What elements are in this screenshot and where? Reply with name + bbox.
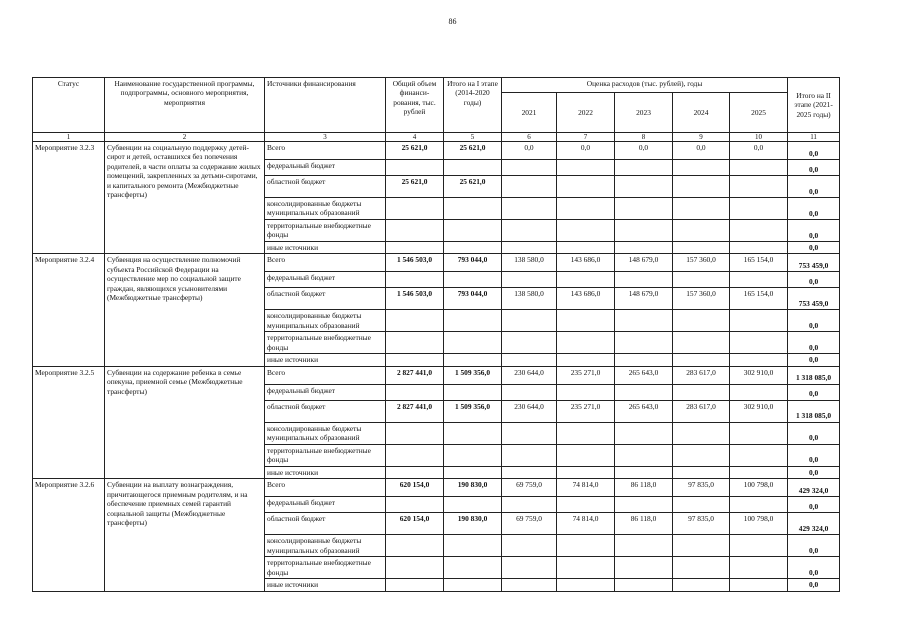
year-value-cell <box>673 242 730 254</box>
column-number-cell: 6 <box>502 133 557 142</box>
year-value-cell: 100 798,0 <box>730 479 788 497</box>
measure-name: Субвенция на осуществление полномочий субъекта Российской Федерации на осуществление мер по социальной защите граждан, являющихся усыновителями (Межбюджетные трансферты) <box>105 254 265 366</box>
year-value-cell <box>615 220 673 242</box>
year-value-cell: 235 271,0 <box>557 366 615 384</box>
year-value-cell <box>615 557 673 579</box>
year-value-cell: 230 644,0 <box>502 366 557 384</box>
stage1-cell: 25 621,0 <box>444 176 502 198</box>
year-value-cell <box>615 242 673 254</box>
stage2-total-cell: 1 318 085,0 <box>788 400 840 422</box>
column-number-cell: 5 <box>444 133 502 142</box>
year-value-cell <box>502 422 557 444</box>
stage2-total-cell: 0,0 <box>788 242 840 254</box>
year-value-cell <box>615 176 673 198</box>
total-cell <box>386 242 444 254</box>
year-value-cell: 235 271,0 <box>557 400 615 422</box>
year-value-cell <box>502 198 557 220</box>
column-number-cell: 10 <box>730 133 788 142</box>
year-value-cell <box>557 422 615 444</box>
stage1-cell <box>444 272 502 288</box>
year-value-cell <box>615 272 673 288</box>
header-year: 2021 <box>502 93 557 133</box>
total-cell: 25 621,0 <box>386 142 444 160</box>
stage2-total-cell: 0,0 <box>788 466 840 478</box>
stage1-cell: 793 044,0 <box>444 254 502 272</box>
year-value-cell: 165 154,0 <box>730 288 788 310</box>
year-value-cell <box>730 220 788 242</box>
year-value-cell <box>615 444 673 466</box>
header-name: Наименование государственной программы, подпрограммы, основного мероприятия, мероприятия <box>105 78 265 133</box>
year-value-cell: 100 798,0 <box>730 513 788 535</box>
year-value-cell <box>502 557 557 579</box>
year-value-cell <box>730 176 788 198</box>
year-value-cell <box>730 242 788 254</box>
year-value-cell: 283 617,0 <box>673 366 730 384</box>
funding-source: консолидированные бюджеты муниципальных образований <box>265 198 386 220</box>
year-value-cell: 143 686,0 <box>557 254 615 272</box>
measure-name: Субвенции на социальную поддержку детей-сирот и детей, оставшихся без попечения родителей, в части оплаты за содержание жилых помещений, закрепленных за детьми-сиротами, и капитального ремонта (Межбюджетные трансферты) <box>105 142 265 254</box>
total-cell <box>386 579 444 591</box>
total-cell <box>386 332 444 354</box>
funding-source: Всего <box>265 254 386 272</box>
funding-source: областной бюджет <box>265 288 386 310</box>
year-value-cell <box>673 272 730 288</box>
funding-source: территориальные внебюджетные фонды <box>265 332 386 354</box>
year-value-cell <box>673 497 730 513</box>
header-source: Источники финансирования <box>265 78 386 133</box>
funding-source: областной бюджет <box>265 400 386 422</box>
funding-source: федеральный бюджет <box>265 497 386 513</box>
year-value-cell: 157 360,0 <box>673 254 730 272</box>
total-cell <box>386 198 444 220</box>
year-value-cell <box>673 535 730 557</box>
stage2-total-cell: 0,0 <box>788 220 840 242</box>
measure-status: Мероприятие 3.2.5 <box>33 366 105 478</box>
stage2-total-cell: 0,0 <box>788 160 840 176</box>
total-cell <box>386 444 444 466</box>
funding-source: территориальные внебюджетные фонды <box>265 444 386 466</box>
year-value-cell: 148 679,0 <box>615 288 673 310</box>
stage1-cell <box>444 332 502 354</box>
year-value-cell <box>673 444 730 466</box>
year-value-cell <box>557 466 615 478</box>
stage1-cell <box>444 444 502 466</box>
header-year: 2023 <box>615 93 673 133</box>
stage1-cell: 25 621,0 <box>444 142 502 160</box>
year-value-cell: 69 759,0 <box>502 479 557 497</box>
year-value-cell: 0,0 <box>730 142 788 160</box>
year-value-cell: 302 910,0 <box>730 366 788 384</box>
year-value-cell <box>615 332 673 354</box>
year-value-cell <box>673 466 730 478</box>
total-cell: 620 154,0 <box>386 479 444 497</box>
total-cell <box>386 220 444 242</box>
year-value-cell <box>557 332 615 354</box>
year-value-cell <box>673 422 730 444</box>
year-value-cell <box>730 198 788 220</box>
year-value-cell <box>615 198 673 220</box>
funding-source: консолидированные бюджеты муниципальных образований <box>265 310 386 332</box>
stage2-total-cell: 753 459,0 <box>788 254 840 272</box>
year-value-cell <box>557 444 615 466</box>
year-value-cell <box>673 354 730 366</box>
year-value-cell <box>502 272 557 288</box>
year-value-cell <box>673 332 730 354</box>
measure-name: Субвенции на выплату вознаграждения, причитающегося приемным родителям, и на обеспечение приемных семей гарантий социальной защиты (Межбюджетные трансферты) <box>105 479 265 591</box>
year-value-cell <box>730 332 788 354</box>
column-number-cell: 2 <box>105 133 265 142</box>
year-value-cell: 74 814,0 <box>557 479 615 497</box>
measure-status: Мероприятие 3.2.3 <box>33 142 105 254</box>
year-value-cell <box>615 354 673 366</box>
year-value-cell <box>502 354 557 366</box>
stage2-total-cell: 0,0 <box>788 198 840 220</box>
year-value-cell: 0,0 <box>615 142 673 160</box>
header-stage1: Итого на I этапе (2014-2020 годы) <box>444 78 502 133</box>
total-cell <box>386 422 444 444</box>
stage2-total-cell: 0,0 <box>788 557 840 579</box>
stage2-total-cell: 0,0 <box>788 444 840 466</box>
year-value-cell <box>502 310 557 332</box>
funding-source: федеральный бюджет <box>265 160 386 176</box>
year-value-cell <box>557 497 615 513</box>
table-row <box>33 142 840 160</box>
year-value-cell <box>557 579 615 591</box>
year-value-cell <box>502 466 557 478</box>
header-year: 2022 <box>557 93 615 133</box>
funding-source: иные источники <box>265 242 386 254</box>
year-value-cell: 148 679,0 <box>615 254 673 272</box>
table-row <box>33 479 840 497</box>
stage1-cell <box>444 422 502 444</box>
total-cell <box>386 557 444 579</box>
year-value-cell <box>557 242 615 254</box>
measure-status: Мероприятие 3.2.4 <box>33 254 105 366</box>
stage1-cell: 190 830,0 <box>444 513 502 535</box>
year-value-cell <box>557 160 615 176</box>
year-value-cell <box>615 310 673 332</box>
stage1-cell: 1 509 356,0 <box>444 366 502 384</box>
stage1-cell <box>444 535 502 557</box>
year-value-cell: 165 154,0 <box>730 254 788 272</box>
stage1-cell <box>444 310 502 332</box>
stage1-cell <box>444 220 502 242</box>
year-value-cell <box>615 422 673 444</box>
funding-source: федеральный бюджет <box>265 272 386 288</box>
year-value-cell: 143 686,0 <box>557 288 615 310</box>
stage1-cell <box>444 579 502 591</box>
year-value-cell: 138 580,0 <box>502 254 557 272</box>
total-cell: 2 827 441,0 <box>386 366 444 384</box>
year-value-cell <box>673 310 730 332</box>
year-value-cell <box>557 354 615 366</box>
table-row <box>33 254 840 272</box>
year-value-cell <box>502 384 557 400</box>
total-cell: 2 827 441,0 <box>386 400 444 422</box>
header-year: 2024 <box>673 93 730 133</box>
year-value-cell: 138 580,0 <box>502 288 557 310</box>
year-value-cell <box>615 384 673 400</box>
stage1-cell <box>444 198 502 220</box>
year-value-cell <box>502 444 557 466</box>
total-cell: 25 621,0 <box>386 176 444 198</box>
year-value-cell <box>730 354 788 366</box>
year-value-cell: 230 644,0 <box>502 400 557 422</box>
table-row <box>33 366 840 384</box>
year-value-cell <box>615 160 673 176</box>
total-cell <box>386 310 444 332</box>
stage1-cell <box>444 466 502 478</box>
stage2-total-cell: 1 318 085,0 <box>788 366 840 384</box>
measure-name: Субвенции на содержание ребенка в семье опекуна, приемной семье (Межбюджетные трансферты) <box>105 366 265 478</box>
year-value-cell <box>557 220 615 242</box>
year-value-cell: 86 118,0 <box>615 479 673 497</box>
funding-source: областной бюджет <box>265 176 386 198</box>
column-number-row <box>33 133 840 142</box>
year-value-cell <box>730 160 788 176</box>
year-value-cell: 0,0 <box>502 142 557 160</box>
total-cell: 1 546 503,0 <box>386 254 444 272</box>
column-number-cell: 9 <box>673 133 730 142</box>
year-value-cell: 74 814,0 <box>557 513 615 535</box>
funding-source: Всего <box>265 366 386 384</box>
stage2-total-cell: 429 324,0 <box>788 513 840 535</box>
funding-source: иные источники <box>265 579 386 591</box>
year-value-cell <box>730 444 788 466</box>
total-cell: 1 546 503,0 <box>386 288 444 310</box>
stage1-cell: 190 830,0 <box>444 479 502 497</box>
year-value-cell <box>557 384 615 400</box>
year-value-cell <box>673 160 730 176</box>
stage2-total-cell: 753 459,0 <box>788 288 840 310</box>
year-value-cell <box>730 422 788 444</box>
year-value-cell <box>557 557 615 579</box>
year-value-cell <box>502 176 557 198</box>
total-cell <box>386 535 444 557</box>
year-value-cell <box>730 579 788 591</box>
stage2-total-cell: 0,0 <box>788 422 840 444</box>
stage1-cell: 793 044,0 <box>444 288 502 310</box>
total-cell <box>386 466 444 478</box>
year-value-cell: 0,0 <box>673 142 730 160</box>
stage2-total-cell: 0,0 <box>788 176 840 198</box>
stage1-cell <box>444 384 502 400</box>
year-value-cell <box>730 466 788 478</box>
year-value-cell <box>730 310 788 332</box>
funding-source: областной бюджет <box>265 513 386 535</box>
year-value-cell: 283 617,0 <box>673 400 730 422</box>
year-value-cell <box>615 535 673 557</box>
expenditure-table <box>32 77 840 592</box>
year-value-cell <box>557 198 615 220</box>
year-value-cell: 86 118,0 <box>615 513 673 535</box>
year-value-cell: 157 360,0 <box>673 288 730 310</box>
year-value-cell <box>673 579 730 591</box>
column-number-cell: 11 <box>788 133 840 142</box>
stage2-total-cell: 0,0 <box>788 310 840 332</box>
total-cell <box>386 160 444 176</box>
total-cell <box>386 384 444 400</box>
funding-source: Всего <box>265 142 386 160</box>
stage1-cell <box>444 354 502 366</box>
header-estimate: Оценка расходов (тыс. рублей), годы <box>502 78 788 93</box>
column-number-cell: 4 <box>386 133 444 142</box>
total-cell <box>386 497 444 513</box>
header-total: Общий объем финанси-рования, тыс. рублей <box>386 78 444 133</box>
funding-source: Всего <box>265 479 386 497</box>
year-value-cell <box>502 535 557 557</box>
funding-source: иные источники <box>265 466 386 478</box>
column-number-cell: 7 <box>557 133 615 142</box>
year-value-cell <box>502 497 557 513</box>
funding-source: консолидированные бюджеты муниципальных образований <box>265 422 386 444</box>
measure-status: Мероприятие 3.2.6 <box>33 479 105 591</box>
year-value-cell <box>557 272 615 288</box>
year-value-cell: 265 643,0 <box>615 400 673 422</box>
funding-source: федеральный бюджет <box>265 384 386 400</box>
column-number-cell: 3 <box>265 133 386 142</box>
header-year: 2025 <box>730 93 788 133</box>
year-value-cell: 0,0 <box>557 142 615 160</box>
year-value-cell: 302 910,0 <box>730 400 788 422</box>
year-value-cell <box>673 176 730 198</box>
year-value-cell <box>673 220 730 242</box>
stage2-total-cell: 0,0 <box>788 332 840 354</box>
year-value-cell <box>730 535 788 557</box>
year-value-cell: 97 835,0 <box>673 513 730 535</box>
year-value-cell: 69 759,0 <box>502 513 557 535</box>
year-value-cell: 97 835,0 <box>673 479 730 497</box>
stage2-total-cell: 0,0 <box>788 497 840 513</box>
year-value-cell <box>730 272 788 288</box>
year-value-cell <box>673 384 730 400</box>
stage1-cell <box>444 557 502 579</box>
year-value-cell <box>557 176 615 198</box>
page-number: 86 <box>448 17 457 26</box>
stage1-cell <box>444 160 502 176</box>
funding-source: консолидированные бюджеты муниципальных образований <box>265 535 386 557</box>
year-value-cell <box>673 198 730 220</box>
stage2-total-cell: 0,0 <box>788 272 840 288</box>
total-cell <box>386 354 444 366</box>
year-value-cell <box>502 242 557 254</box>
year-value-cell <box>615 579 673 591</box>
year-value-cell <box>502 579 557 591</box>
funding-source: территориальные внебюджетные фонды <box>265 557 386 579</box>
stage1-cell <box>444 497 502 513</box>
year-value-cell <box>557 310 615 332</box>
year-value-cell <box>615 466 673 478</box>
year-value-cell <box>557 535 615 557</box>
year-value-cell <box>502 332 557 354</box>
year-value-cell <box>615 497 673 513</box>
stage2-total-cell: 0,0 <box>788 354 840 366</box>
year-value-cell <box>673 557 730 579</box>
stage1-cell: 1 509 356,0 <box>444 400 502 422</box>
header-stage2: Итого на II этапе (2021-2025 годы) <box>788 78 840 133</box>
stage2-total-cell: 0,0 <box>788 142 840 160</box>
year-value-cell <box>730 557 788 579</box>
header-status: Статус <box>33 78 105 133</box>
stage2-total-cell: 429 324,0 <box>788 479 840 497</box>
total-cell <box>386 272 444 288</box>
year-value-cell: 265 643,0 <box>615 366 673 384</box>
funding-source: территориальные внебюджетные фонды <box>265 220 386 242</box>
year-value-cell <box>730 384 788 400</box>
column-number-cell: 8 <box>615 133 673 142</box>
year-value-cell <box>502 160 557 176</box>
funding-source: иные источники <box>265 354 386 366</box>
stage2-total-cell: 0,0 <box>788 535 840 557</box>
year-value-cell <box>730 497 788 513</box>
stage2-total-cell: 0,0 <box>788 579 840 591</box>
total-cell: 620 154,0 <box>386 513 444 535</box>
stage1-cell <box>444 242 502 254</box>
year-value-cell <box>502 220 557 242</box>
column-number-cell: 1 <box>33 133 105 142</box>
stage2-total-cell: 0,0 <box>788 384 840 400</box>
